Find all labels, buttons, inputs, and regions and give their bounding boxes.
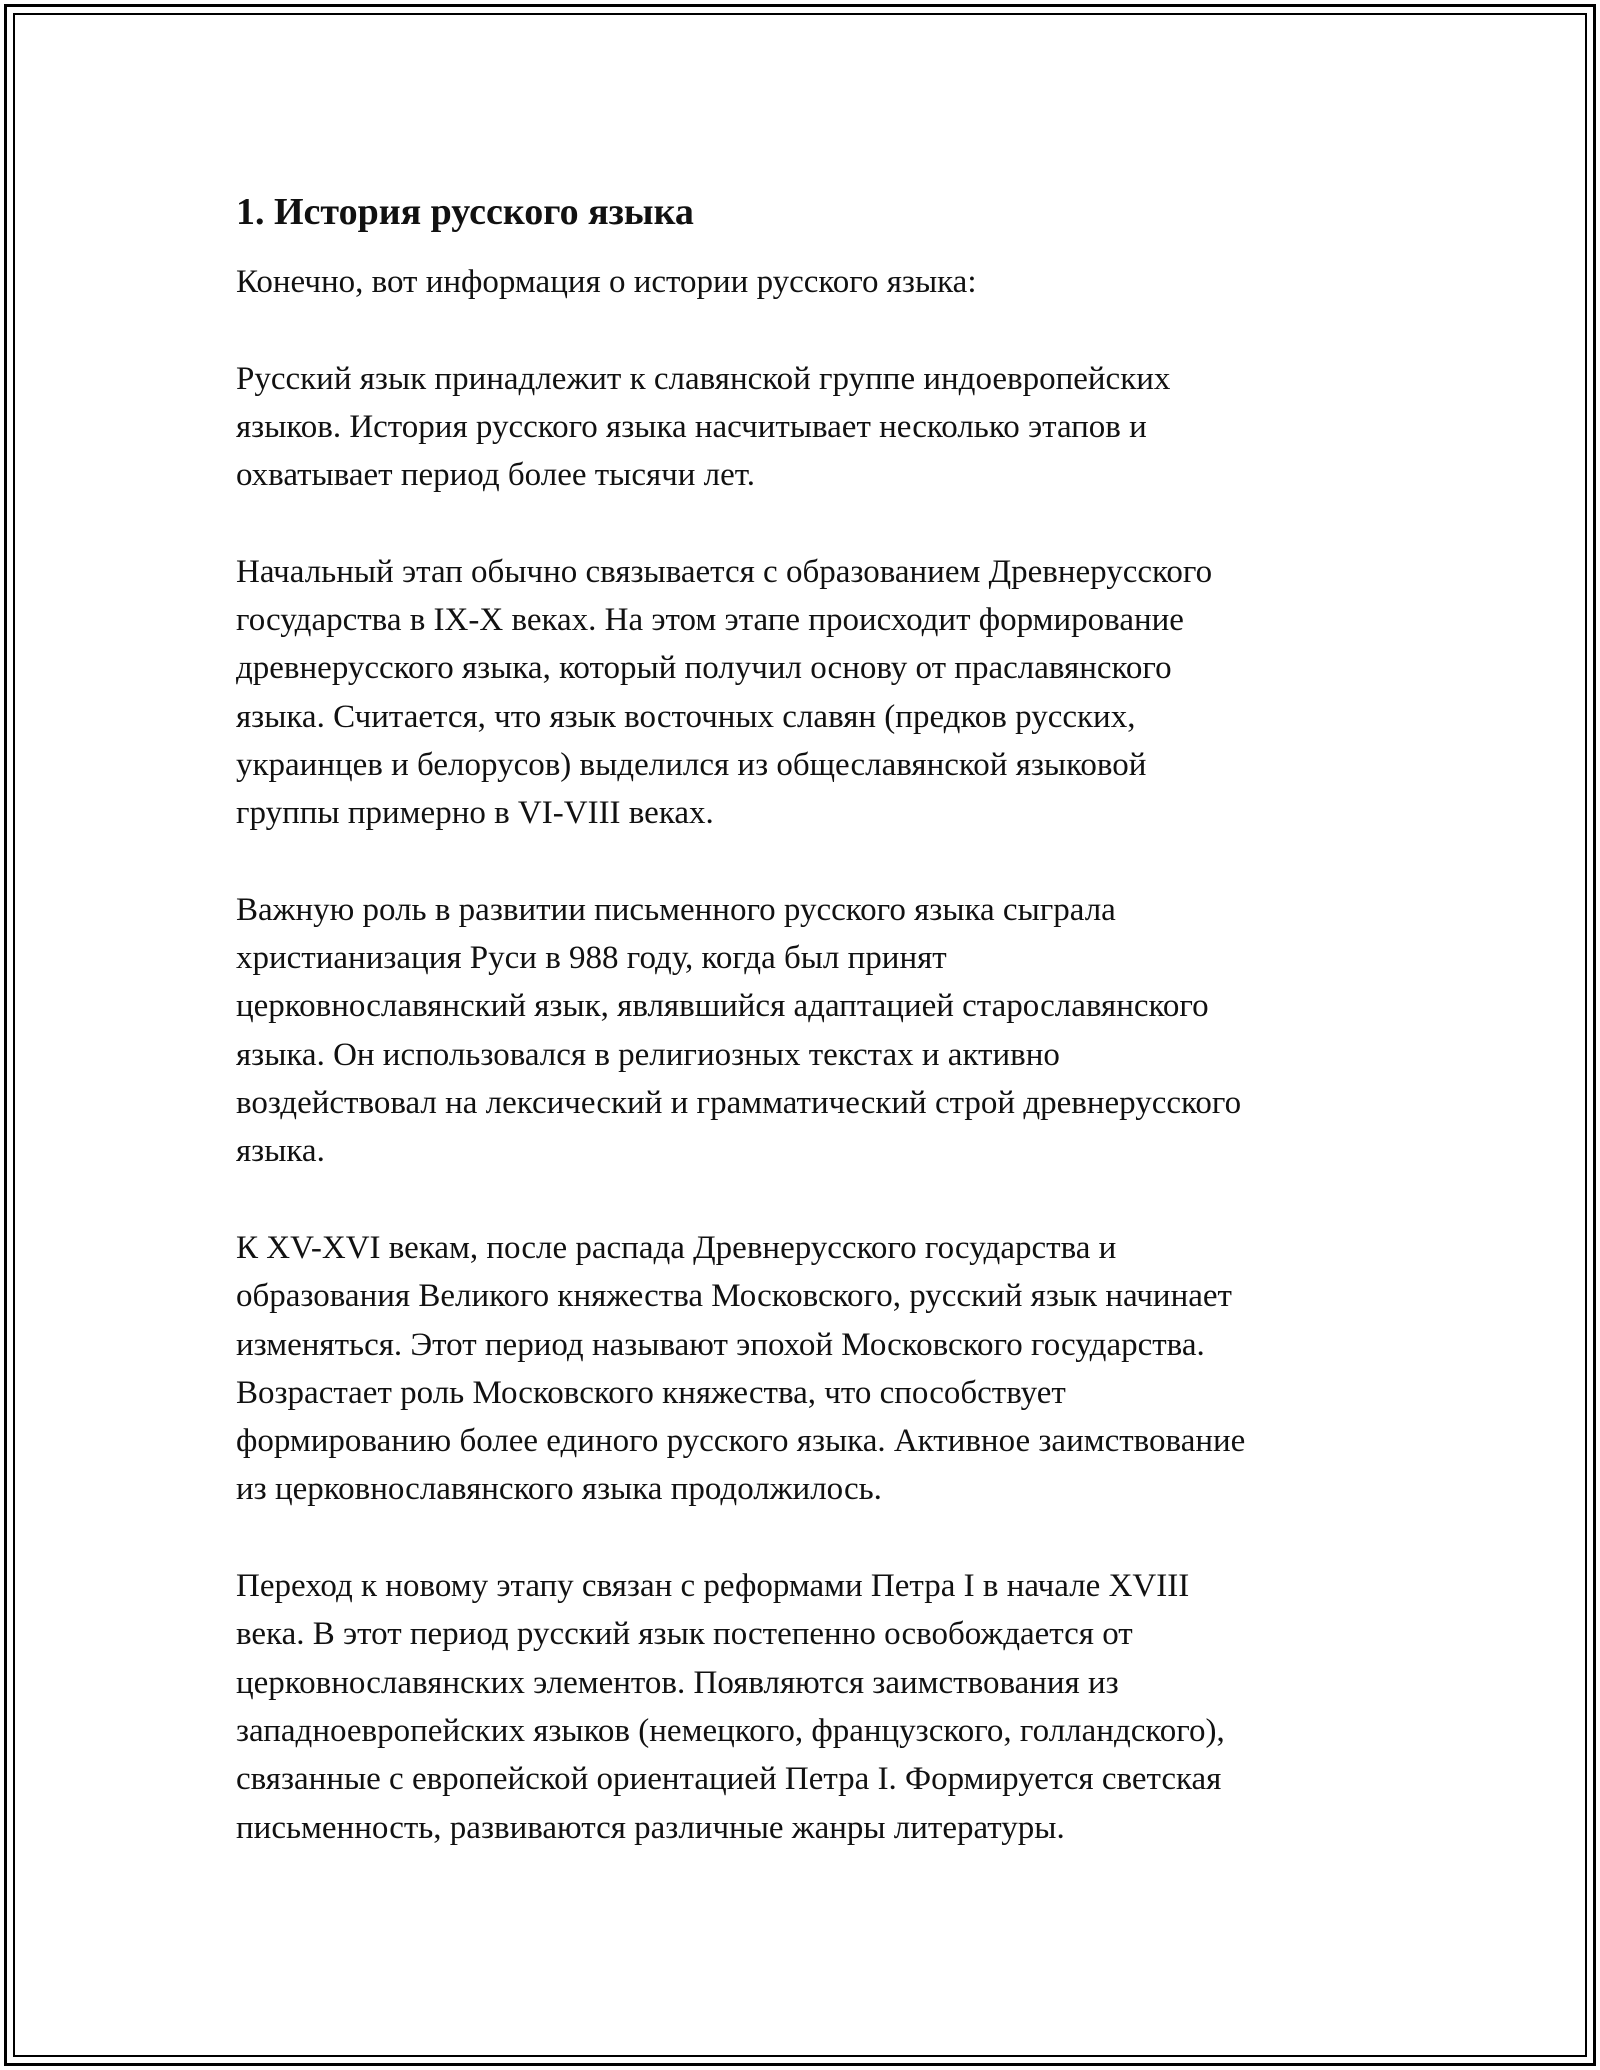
text-line: христианизация Руси в 988 году, когда был принят (236, 940, 947, 977)
text-line: языка. Он использовался в религиозных текстах и активно (236, 1036, 1060, 1073)
text-line: формированию более единого русского языка. Активное заимствование (236, 1423, 1246, 1460)
text-line: письменность, развиваются различные жанры литературы. (236, 1809, 1065, 1846)
text-line: древнерусского языка, который получил основу от праславянского (236, 650, 1172, 687)
paragraph-christianization (236, 886, 1376, 1176)
text-line: века. В этот период русский язык постепенно освобождается от (236, 1616, 1133, 1653)
text-line: связанные с европейской ориентацией Петра I. Формируется светская (236, 1761, 1222, 1798)
text-line: из церковнославянского языка продолжилось. (236, 1471, 882, 1508)
text-line: Возрастает роль Московского княжества, что способствует (236, 1374, 1066, 1411)
text-line: языка. (236, 1133, 325, 1170)
text-line: Конечно, вот информация о истории русского языка: (236, 264, 977, 300)
paragraph-moscow-period (236, 1224, 1376, 1514)
text-line: церковнославянских элементов. Появляются заимствования из (236, 1664, 1119, 1701)
text-line: церковнославянский язык, являвшийся адаптацией старославянского (236, 988, 1209, 1025)
document-body (236, 188, 1376, 1900)
text-line: государства в IX-X веках. На этом этапе происходит формирование (236, 602, 1184, 639)
text-line: образования Великого княжества Московского, русский язык начинает (236, 1278, 1232, 1315)
document-title: 1. История русского языка (236, 191, 694, 233)
text-line: К XV-XVI векам, после распада Древнерусского государства и (236, 1229, 1117, 1266)
text-line: Русский язык принадлежит к славянской группе индоевропейских (236, 360, 1171, 397)
paragraph-peter-reforms (236, 1562, 1376, 1852)
text-line: западноевропейских языков (немецкого, французского, голландского), (236, 1712, 1225, 1749)
text-line: украинцев и белорусов) выделился из общеславянской языковой (236, 746, 1147, 783)
text-line: изменяться. Этот период называют эпохой Московского государства. (236, 1326, 1205, 1363)
text-line: группы примерно в VI-VIII веках. (236, 795, 714, 832)
text-line: языков. История русского языка насчитывает несколько этапов и (236, 408, 1147, 445)
paragraph-intro (236, 258, 1376, 306)
text-line: охватывает период более тысячи лет. (236, 457, 755, 494)
text-line: Переход к новому этапу связан с реформами Петра I в начале XVIII (236, 1568, 1190, 1605)
text-line: Важную роль в развитии письменного русского языка сыграла (236, 891, 1116, 928)
text-line: воздействовал на лексический и грамматический строй древнерусского (236, 1085, 1242, 1122)
text-line: Начальный этап обычно связывается с образованием Древнерусского (236, 553, 1213, 590)
paragraph-initial-stage (236, 548, 1376, 838)
text-line: языка. Считается, что язык восточных славян (предков русских, (236, 698, 1136, 735)
paragraph-overview (236, 355, 1376, 500)
